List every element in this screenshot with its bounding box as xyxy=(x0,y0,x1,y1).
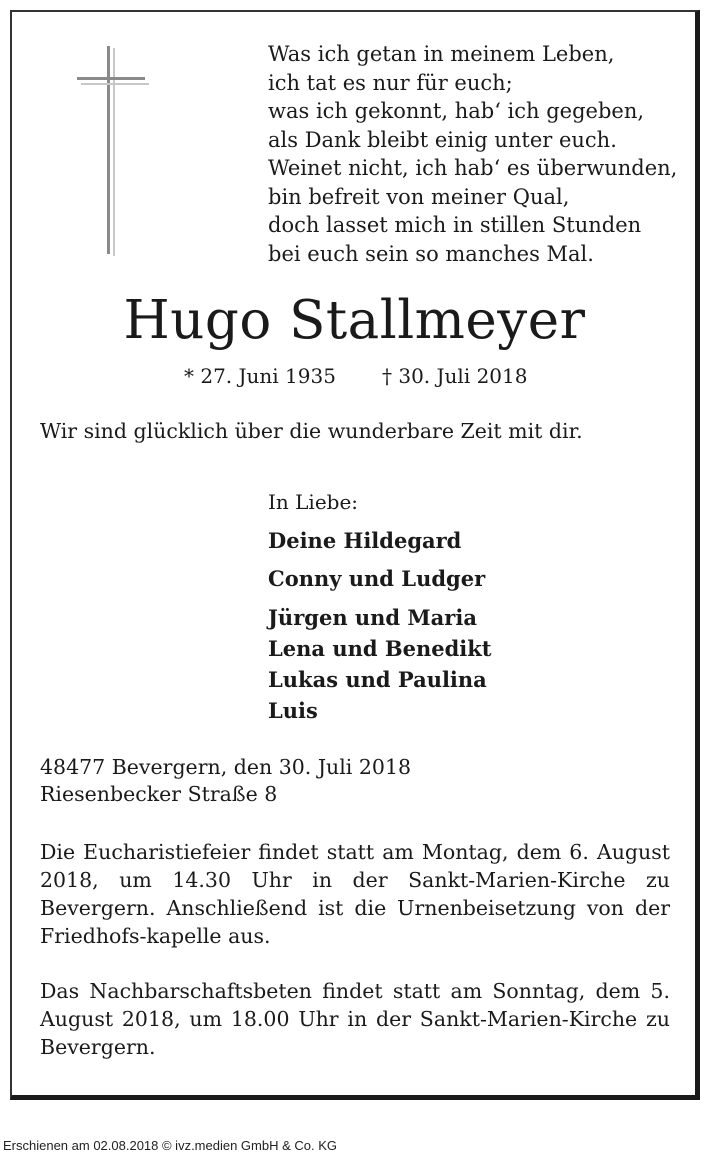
poem-line: doch lasset mich in stillen Stunden xyxy=(268,213,642,237)
poem-line: Was ich getan in meinem Leben, xyxy=(268,42,615,66)
publication-footer: Erschienen am 02.08.2018 © ivz.medien GmbH & Co. KG xyxy=(3,1138,338,1153)
mourner-name: Lena und Benedikt xyxy=(268,636,492,661)
tagline: Wir sind glücklich über die wunderbare Zeit mit dir. xyxy=(40,419,583,443)
mourner-name: Jürgen und Maria xyxy=(268,605,477,630)
mourners-intro: In Liebe: xyxy=(268,490,359,514)
service-info: Die Eucharistiefeier findet statt am Montag, dem 6. August 2018, um 14.30 Uhr in der Sankt-Marien-Kirche zu Bevergern. Anschließend ist die Urnenbeisetzung von der Friedhofs-kapelle aus. xyxy=(40,840,670,948)
deceased-name: Hugo Stallmeyer xyxy=(123,290,586,351)
poem-line: bei euch sein so manches Mal. xyxy=(268,241,594,266)
mourner-name: Luis xyxy=(268,698,318,723)
birth-date: * 27. Juni 1935 xyxy=(184,364,336,388)
poem-line: was ich gekonnt, hab‘ ich gegeben, xyxy=(268,99,645,123)
cross-icon xyxy=(77,46,149,256)
mourner-name: Deine Hildegard xyxy=(268,528,462,553)
poem-line: ich tat es nur für euch; xyxy=(268,70,513,95)
poem xyxy=(268,40,677,268)
prayer-info: Das Nachbarschaftsbeten findet statt am Sonntag, dem 5. August 2018, um 18.00 Uhr in der Sankt-Marien-Kirche zu Bevergern. xyxy=(40,979,670,1059)
poem-line: als Dank bleibt einig unter euch. xyxy=(268,127,617,152)
address-line: 48477 Bevergern, den 30. Juli 2018 xyxy=(40,755,412,779)
address-line: Riesenbecker Straße 8 xyxy=(40,782,278,806)
mourner-name: Lukas und Paulina xyxy=(268,667,487,692)
poem-line: Weinet nicht, ich hab‘ es überwunden, xyxy=(268,156,678,180)
death-date: † 30. Juli 2018 xyxy=(382,364,528,388)
poem-line: bin befreit von meiner Qual, xyxy=(268,184,570,209)
mourner-name: Conny und Ludger xyxy=(268,566,486,591)
